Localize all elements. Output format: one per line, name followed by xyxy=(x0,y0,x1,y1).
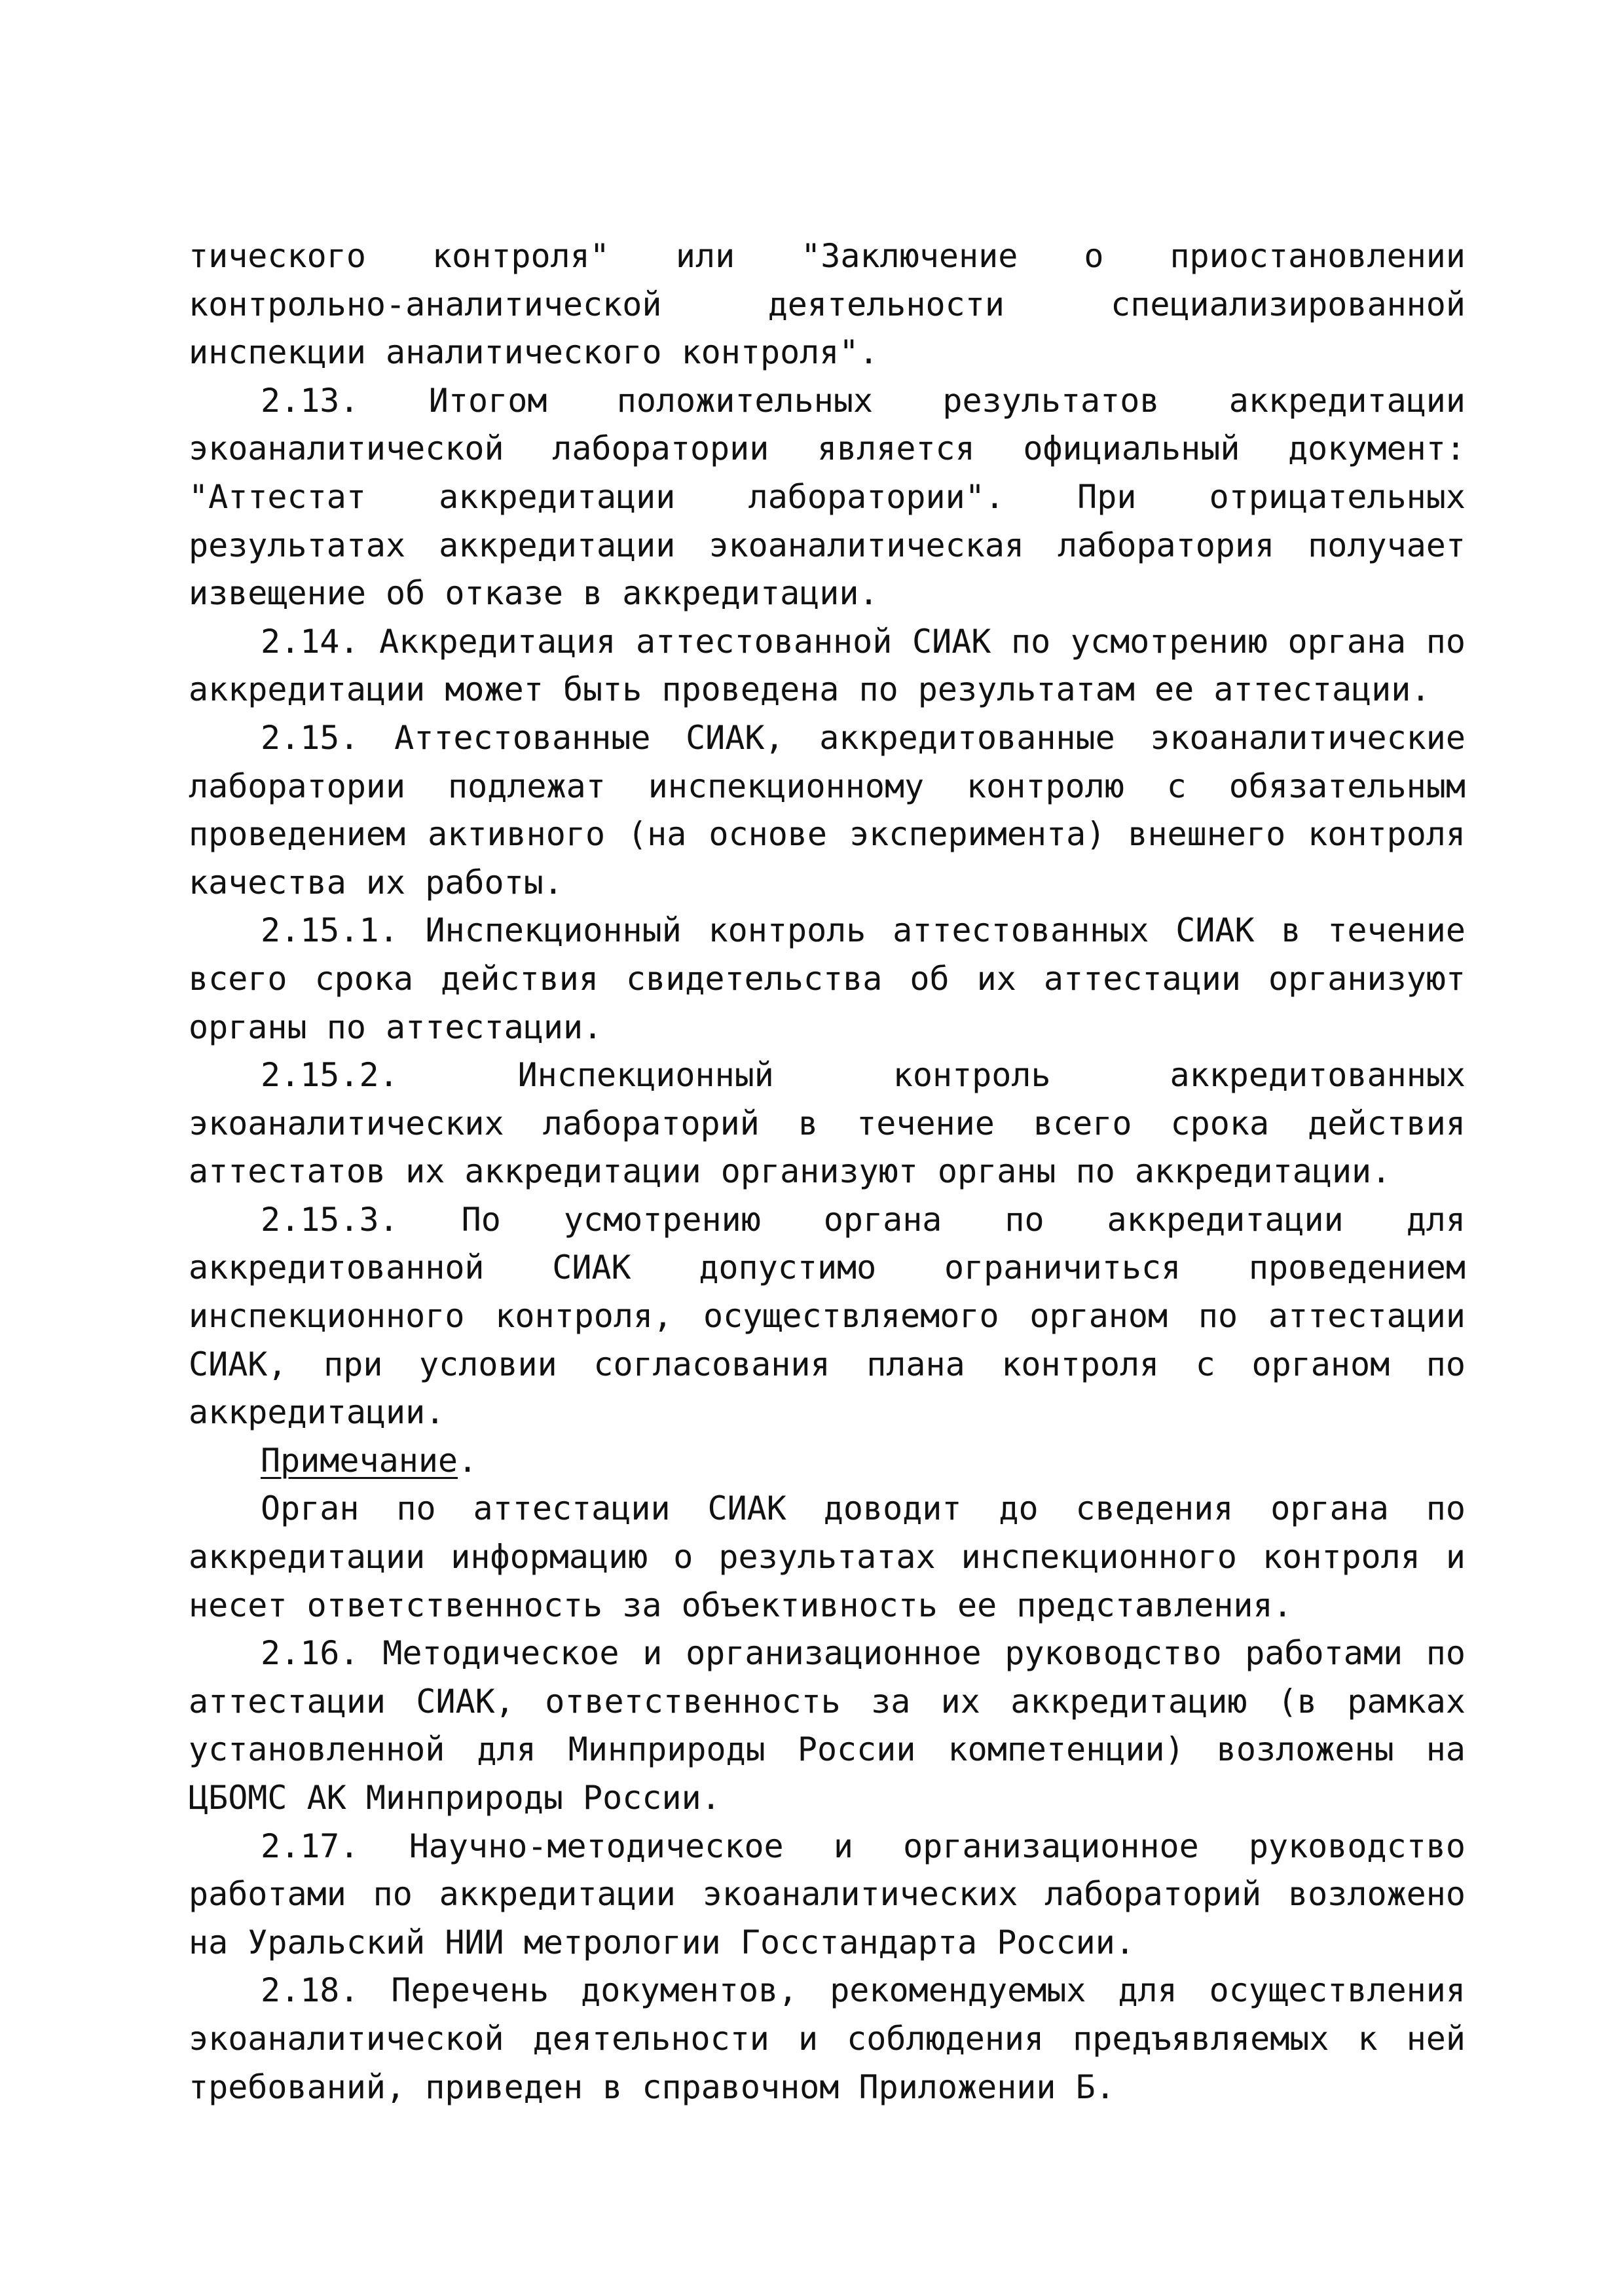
paragraph-2-15-2: 2.15.2. Инспекционный контроль аккредитованных экоаналитических лабораторий в течение всего срока действия аттестатов их аккредитации организуют органы по аккредитации. xyxy=(189,1056,1466,1191)
paragraph-2-15-1: 2.15.1. Инспекционный контроль аттестованных СИАК в течение всего срока действия свидетельства об их аттестации организуют органы по аттестации. xyxy=(189,911,1466,1046)
document-page xyxy=(189,232,1466,2111)
paragraph-2-14: 2.14. Аккредитация аттестованной СИАК по усмотрению органа по аккредитации может быть проведена по результатам ее аттестации. xyxy=(189,622,1466,709)
paragraph-2-15-3: 2.15.3. По усмотрению органа по аккредитации для аккредитованной СИАК допустимо ограничиться проведением инспекционного контроля, осуществляемого органом по аттестации СИАК, при условии согласования плана контроля с органом по аккредитации. xyxy=(189,1200,1466,1432)
note-heading-period: . xyxy=(458,1441,478,1480)
paragraph-2-12-continuation: тического контроля" или "Заключение о приостановлении контрольно-аналитической деятельности специализированной инспекции аналитического контроля". xyxy=(189,237,1466,372)
paragraph-2-17: 2.17. Научно-методическое и организационное руководство работами по аккредитации экоаналитических лабораторий возложено на Уральский НИИ метрологии Госстандарта России. xyxy=(189,1827,1466,1961)
paragraph-2-13: 2.13. Итогом положительных результатов аккредитации экоаналитической лаборатории является официальный документ: "Аттестат аккредитации лаборатории". При отрицательных результатах аккредитации экоаналитическая лаборатория получает извещение об отказе в аккредитации. xyxy=(189,381,1466,613)
note-text: Орган по аттестации СИАК доводит до сведения органа по аккредитации информацию о результатах инспекционного контроля и несет ответственность за объективность ее представления. xyxy=(189,1489,1466,1624)
paragraph-2-18: 2.18. Перечень документов, рекомендуемых для осуществления экоаналитической деятельности и соблюдения предъявляемых к ней требований, приведен в справочном Приложении Б. xyxy=(189,1971,1466,2106)
note-heading xyxy=(189,1437,1466,1485)
paragraph-2-16: 2.16. Методическое и организационное руководство работами по аттестации СИАК, ответственность за их аккредитацию (в рамках установленной для Минприроды России компетенции) возложены на ЦБОМС АК Минприроды России. xyxy=(189,1634,1466,1817)
paragraph-2-15: 2.15. Аттестованные СИАК, аккредитованные экоаналитические лаборатории подлежат инспекционному контролю с обязательным проведением активного (на основе эксперимента) внешнего контроля качества их работы. xyxy=(189,718,1466,902)
note-heading-text: Примечание xyxy=(261,1441,458,1480)
